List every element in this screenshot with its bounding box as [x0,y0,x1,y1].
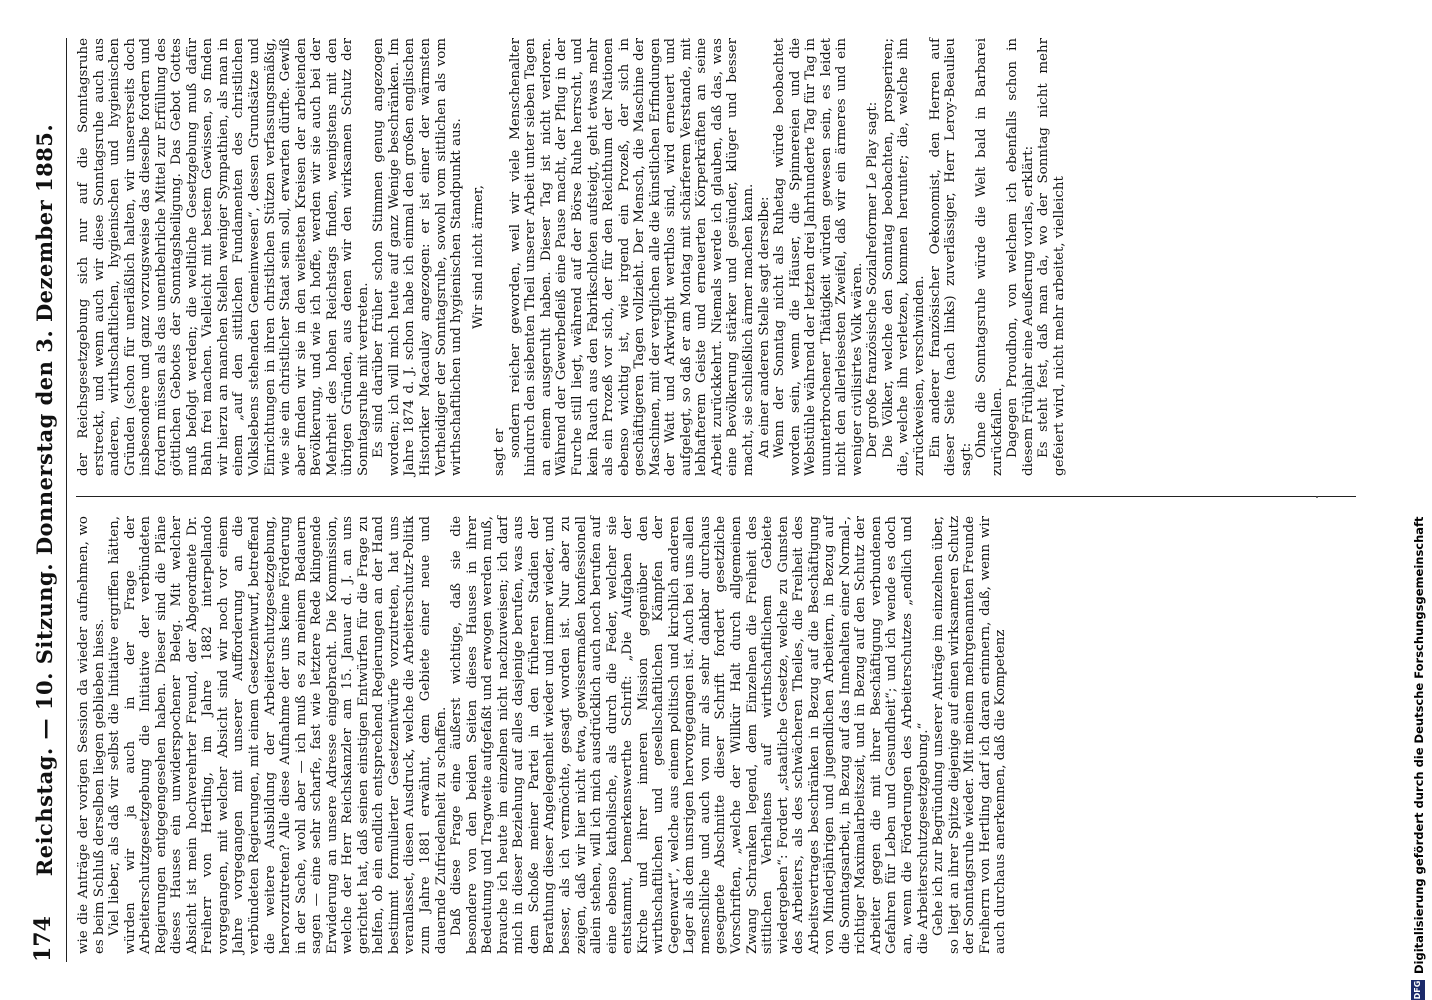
left-text-column [76,516,1009,954]
column-divider [76,496,1356,497]
quote-paragraph: Ohne die Sonntagsruhe würde die Welt bald in Barbarei zurückfallen. [974,38,1005,476]
paragraph: Gehe ich zur Begründung unserer Anträge im einzelnen über, so liegt an ihrer Spitze diejenige auf einen wirksameren Schutz der Sonntagsruhe wieder. Mit meinem mehrgenannten Freunde Freiherrn von Hertling darf ich daran erinnern, daß, wenn wir auch durchaus anerkennen, daß die Kompetenz [931,516,1009,954]
paragraph: der Reichsgesetzgebung sich nur auf die Sonntagsruhe erstreckt, und wenn auch wir diese Sonntagsruhe auch aus anderen, wirthschaftlichen, hygienischen und hygienischen Gründen (schon für unerläßlich halten, wir unsererseits doch insbesondere und ganz vorzugsweise das dieselbe fordern und fordern müssen als das unentbehrliche Mittel zur Erfüllung des göttlichen Gebotes der Sonntagsheiligung. Das Gebot Gottes muß befolgt werden; die weltliche Gesetzgebung muß dafür Bahn frei machen. Vielleicht mit bestem Gewissen, so finden wir hierzu an manchen Stellen weniger Sympathien, als man in einem „auf den sittlichen Fundamenten des christlichen Volkslebens stehenden Gemeinwesen“, dessen Grundsätze und Einrichtungen in ihren christlichen Stützen verfassungsmäßig, wie sie ein christlicher Staat sein soll, erwarten dürfte. Gewiß aber finden wir sie in den weitesten Kreisen der arbeitenden Bevölkerung, und wie ich hoffe, werden wir sie auch bei der Mehrheit des hohen Reichstags finden, wenigstens mit den übrigen Gründen, aus denen wir den wirksamen Schutz der Sonntagsruhe mit vertreten. [76,38,371,476]
scan-speck [1316,496,1318,498]
quote-paragraph: sondern reicher geworden, weil wir viele Menschenalter hindurch den siebenten Theil unserer Arbeit unter sieben Tagen an einem ausgeruht haben. Dieser Tag ist nicht verloren. Während der Gewerbefleiß eine Pause macht, der Pflug in der Furche still liegt, während auf der Börse Ruhe herrscht, und kein Rauch aus den Fabrikschloten aufsteigt, geht etwas mehr als ein Prozeß vor sich, der für den Reichthum der Nationen ebenso wichtig ist, wie irgend ein Prozeß, der sich in geschäftigeren Tagen vollzieht. Der Mensch, die Maschine der Maschinen, mit der verglichen alle die künstlichen Erfindungen der Watt und Arkwright werthlos sind, wird erneuert und aufgelegt, so daß er am Montag mit schärferem Verstande, mit lebhafterem Geiste und erneuerten Körperkräften an seine Arbeit zurückkehrt. Niemals werde ich glauben, daß das, was eine Bevölkerung stärker und gesünder, klüger und besser macht, sie schließlich ärmer machen kann. [507,38,756,476]
dfg-logo-icon: DFG [1411,980,1425,1000]
quote-paragraph: Es steht fest, daß man da, wo der Sonntag nicht mehr gefeiert wird, nicht mehr arbeitet, vielleicht [1036,38,1067,476]
paragraph: wie die Anträge der vorigen Session da wieder aufnehmen, wo es beim Schluß derselben liegen geblieben hiess. [76,516,107,954]
right-text-column [76,38,1067,476]
funding-notice: Digitalisierung gefördert durch die Deutsche Forschungsgemeinschaft [1412,516,1426,974]
paragraph: Ein anderer französischer Oekonomist, den Herren auf dieser Seite (nach links) zuverlässiger, Herr Leroy-Beaulieu sagt: [927,38,974,476]
paragraph: sagt er [492,428,508,476]
paragraph: Daß diese Frage eine äußerst wichtige, daß sie die besondere von den beiden Seiten dieses Hauses in ihrer Bedeutung und Tragweite aufgefaßt und erwogen werden muß, brauche ich heute im einzelnen nicht nachzuweisen; ich darf mich in dieser Beziehung auf alles dasjenige berufen, was aus dem Schoße meiner Partei in den früheren Stadien der Berathung dieser Angelegenheit wieder und immer wieder, und besser, als ich vermöchte, gesagt worden ist. Nur aber zu zeigen, daß wir hier nicht etwa, gewissermaßen konfessionell allein stehen, will ich mich ausdrücklich auch noch berufen auf eine ebenso katholische, als durch die Feder, welcher sie entstammt, bemerkenswerthe Schrift: „Die Aufgaben der Kirche und ihrer inneren Mission gegenüber den wirthschaftlichen und gesellschaftlichen Kämpfen der Gegenwart“, welche aus einem politisch und kirchlich anderen Lager als dem unsrigen hervorgegangen ist. Auch bei uns allen menschliche und auch von mir als sehr dankbar durchaus gesegnete Abschnitte dieser Schrift fordert gesetzliche Vorschriften, „welche der Willkür Halt durch allgemeinen Zwang Schranken legend, dem Einzelnen die Freiheit des sittlichen Verhaltens auf wirthschaftlichem Gebiete wiedergeben“: Fordert „staatliche Gesetze, welche zu Gunsten des Arbeiters, als des schwächeren Theiles, die Freiheit des Arbeitsvertrages beschränken in Bezug auf die Beschäftigung von Minderjährigen und jugendlichen Arbeitern, in Bezug auf die Sonntagsarbeit, in Bezug auf das Innehalten einer Normal-, richtiger Maximalarbeitszeit, und in Bezug auf den Schutz der Arbeiter gegen die mit ihrer Beschäftigung verbundenen Gefahren für Leben und Gesundheit“; und ich wende es doch an, wenn die Förderungen des Arbeiterschutzes „endlich und die Arbeiterschutzgesetzgebung.“ [449,516,931,954]
digitization-footer [1408,0,1432,1000]
header-rule [66,38,67,962]
quote-lead: Wir sind nicht ärmer, [470,185,486,329]
page-number: 174 [30,916,56,962]
running-title: Reichstag. — 10. Sitzung. Donnerstag den 3. Dezember 1885. [32,123,57,877]
paragraph: An einer anderen Stelle sagt derselbe: [756,196,772,458]
paragraph: Es sind darüber früher schon Stimmen genug angezogen worden; ich will mich heute auf ganz Wenige beschränken. Im Jahre 1874 d. J. schon habe ich einmal den großen englischen Historiker Macaulay angezogen: er ist einer der wärmsten Vertheidiger der Sonntagsruhe, sowohl vom sittlichen als vom wirthschaftlichen und hygienischen Standpunkt aus. [371,38,465,476]
paragraph: Dagegen Proudhon, von welchem ich ebenfalls schon in diesem Frühjahr eine Aeußerung vorlas, erklärt: [1005,38,1036,476]
paragraph: Der große französische Sozialreformer Le Play sagt: [865,101,881,458]
quote-paragraph: Wenn der Sonntag nicht als Ruhetag würde beobachtet worden sein, wenn die Häuser, die Spinnereien und die Webstühle während der letzten drei Jahrhunderte Tag für Tag in ununterbrochener Thätigkeit würden gewesen sein, es leidet nicht den allerleisesten Zweifel, daß wir ein ärmeres und ein weniger civilisirtes Volk wären. [772,38,865,476]
quote-paragraph: Die Völker, welche den Sonntag beobachten, prosperiren; die, welche ihn verletzen, kommen herunter; die, welche ihn zurückweisen, verschwinden. [880,38,927,476]
paragraph: Viel lieber, als daß wir selbst die Initiative ergriffen hätten, würden wir ja auch in der Frage der Arbeiterschutzgesetzgebung die Initiative der verbündeten Regierungen entgegengesehen haben. Dieser sind die Pläne dieses Hauses ein unwiderspochener Beleg. Mit welcher Absicht ist mein hochverehrter Freund, der Abgeordnete Dr. Freiherr von Hertling, im Jahre 1882 interpellando vorgegangen, mit welcher Absicht sind wir noch vor einem Jahre vorgegangen mit unserer Aufforderung an die verbündeten Regierungen, mit einem Gesetzentwurf, betreffend die weitere Ausbildung der Arbeiterschutzgesetzgebung, hervorzutreten? Alle diese Aufnahme der uns keine Förderung in der Sache, wohl aber — ich muß es zu meinem Bedauern sagen — eine sehr scharfe, fast wie letztere Rede klingende Erwiderung an unsere Adresse eingebracht. Die Kommission, welche der Herr Reichskanzler am 15. Januar d. J. an uns gerichtet hat, daß seinen einstigen Entwürfen für die Frage zu helfen, ob ein endlich entsprechend Regierungen an der Hand bestimmt formulierter Gesetzentwürfe vorzutreten, hat uns veranlasset, diesen Ausdruck, welche die Arbeiterschutz-Politik zum Jahre 1881 erwähnt, dem Gebiete einer neue und dauernde Zufriedenheit zu schaffen. [107,516,449,954]
running-header [30,38,70,962]
